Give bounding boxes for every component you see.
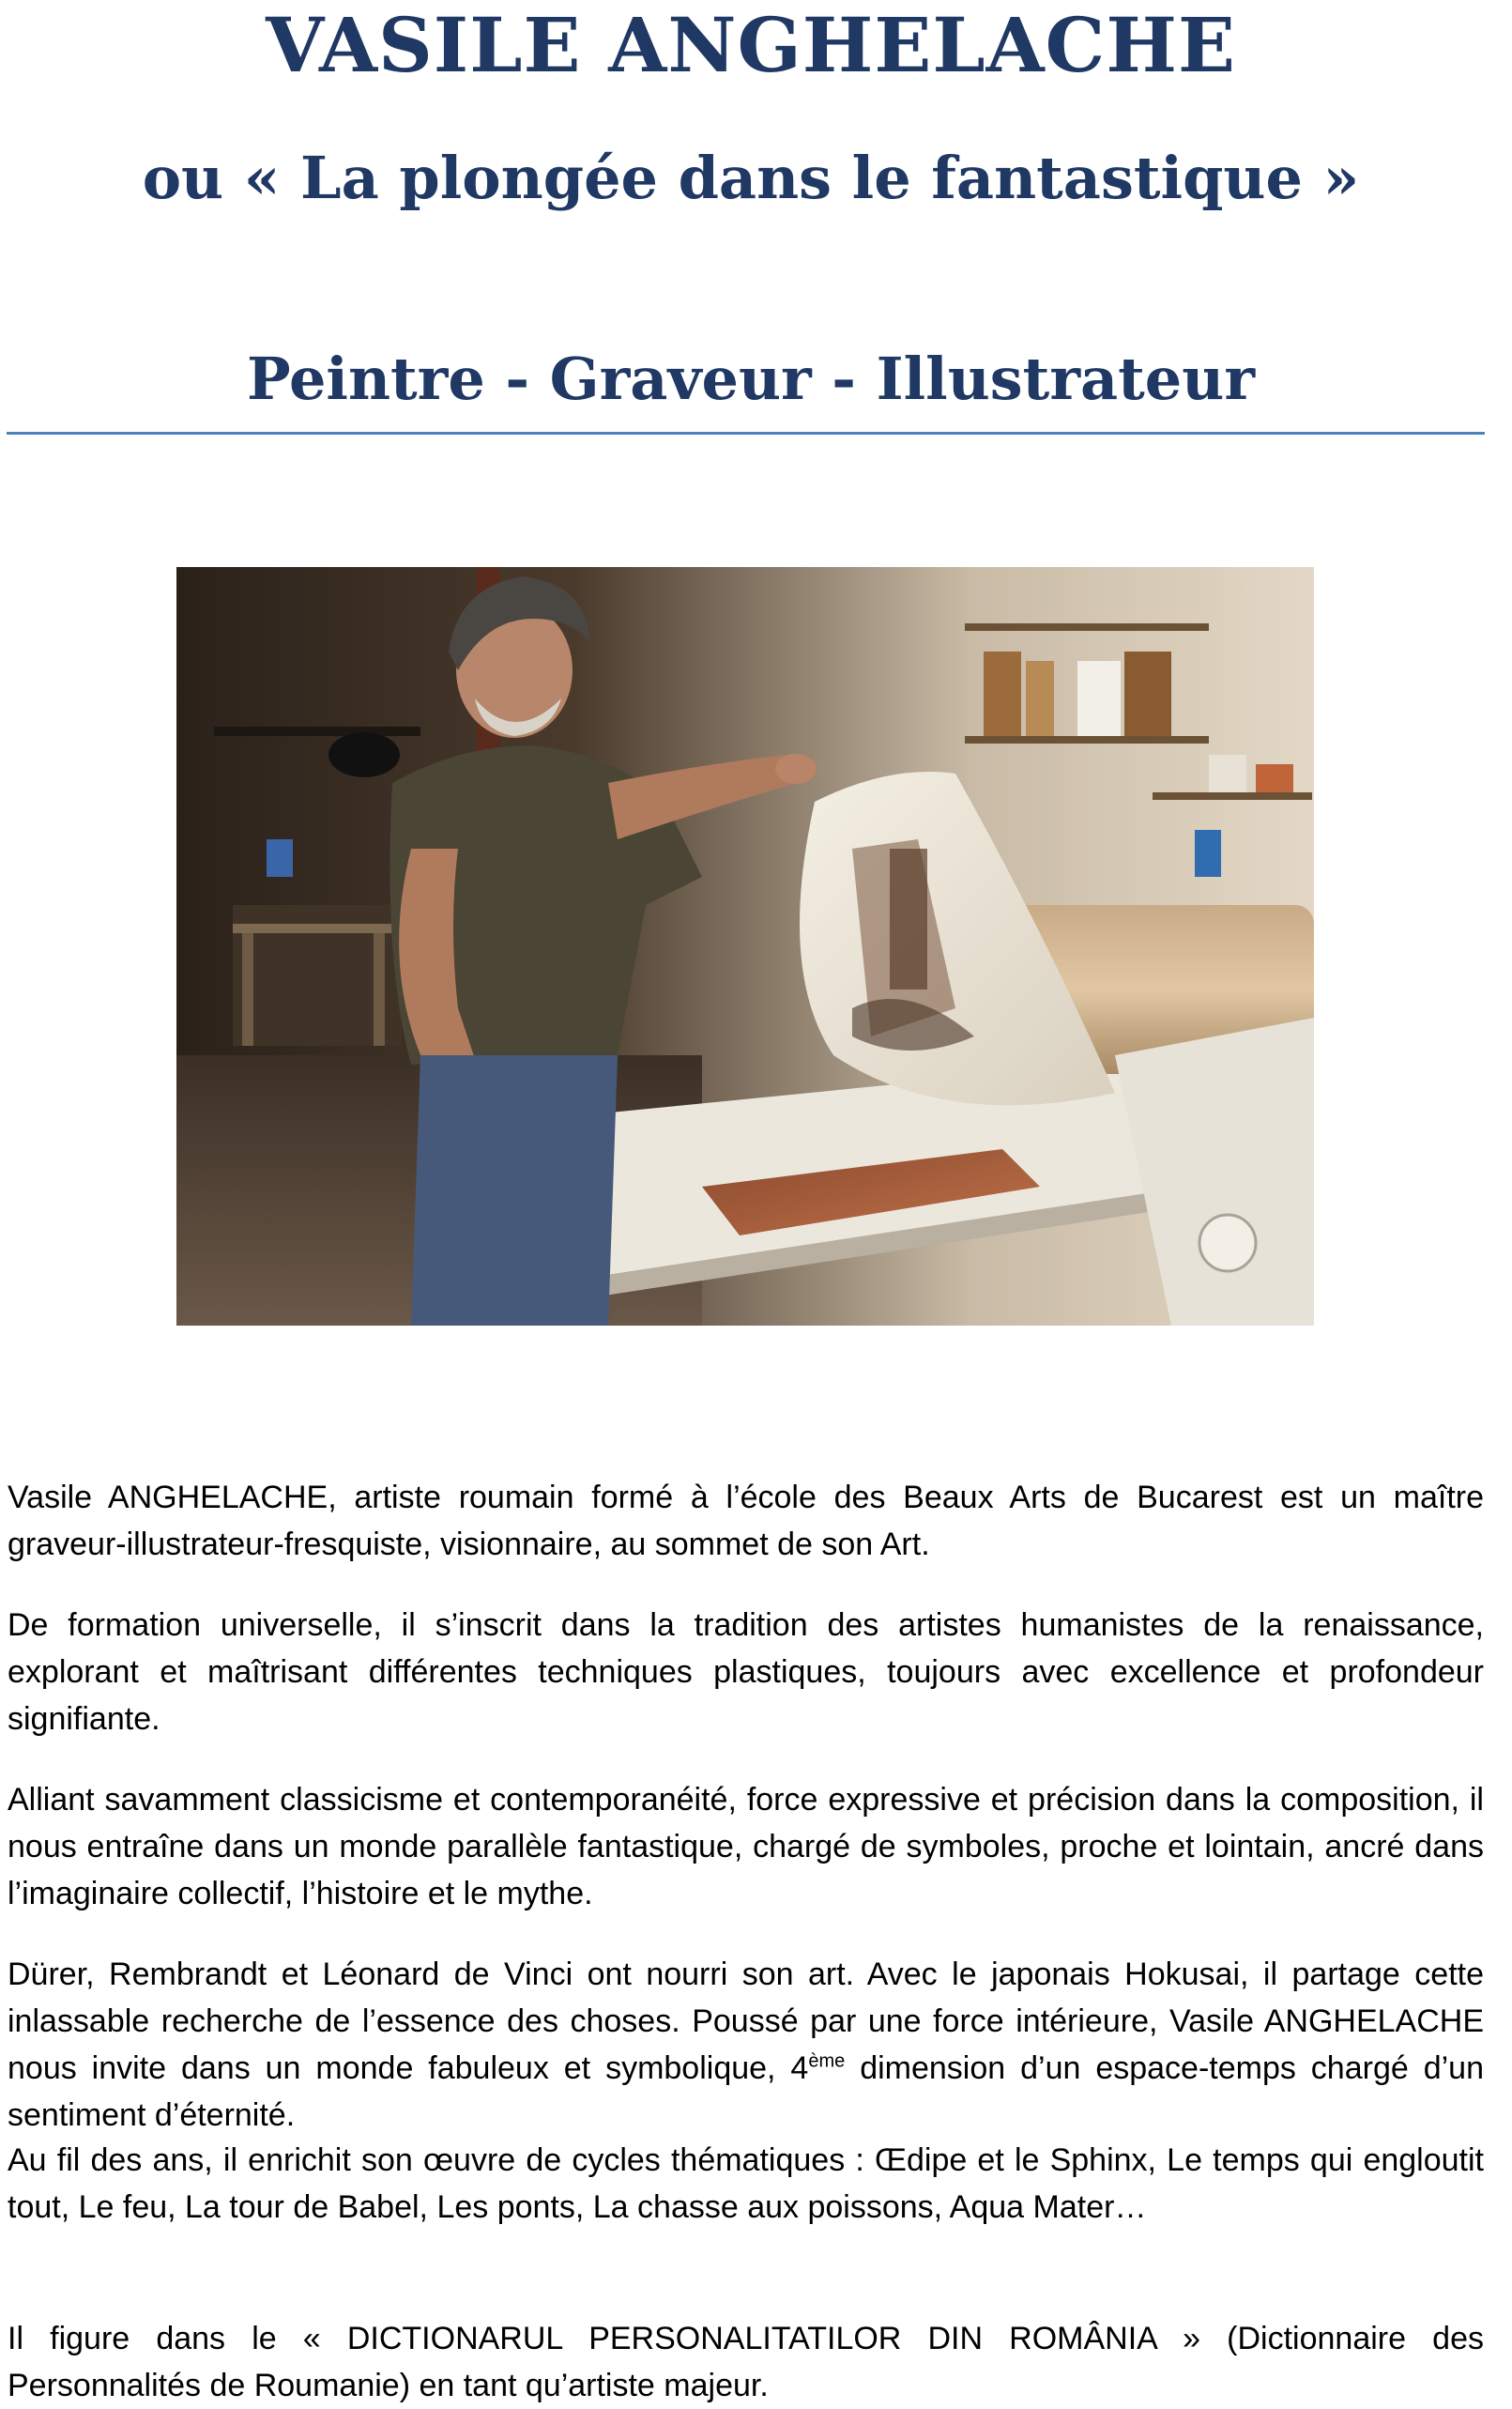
- ordinal-superscript: ème: [808, 2050, 846, 2072]
- artist-roles-heading: Peintre - Graveur - Illustrateur: [247, 345, 1255, 413]
- page-title: VASILE ANGHELACHE: [266, 1, 1236, 89]
- paragraph-intro: Vasile ANGHELACHE, artiste roumain formé à l’école des Beaux Arts de Bucarest est un maître graveur-illustrateur-fresquiste, visionnaire, au sommet de son Art.: [8, 1480, 1484, 1562]
- artist-printing-photo: [176, 567, 1314, 1326]
- paragraph-formation: De formation universelle, il s’inscrit dans la tradition des artistes humanistes de la renaissance, explorant et maîtrisant différentes techniques plastiques, toujours avec excellence et profondeur signifiante.: [8, 1607, 1484, 1737]
- paragraph-influences: [8, 1951, 1484, 2139]
- paragraph-influences-text: Dürer, Rembrandt et Léonard de Vinci ont nourri son art. Avec le japonais Hokusai, il partage cette inlassable recherche de l’essence des choses. Poussé par une force intérieure, Vasile ANGHELACHE nous invite dans un monde fabuleux et symbolique, 4: [8, 1956, 1484, 2086]
- paragraph-style: Alliant savamment classicisme et contemporanéité, force expressive et précision dans la composition, il nous entraîne dans un monde parallèle fantastique, chargé de symboles, proche et lointain, ancré dans l’imaginaire collectif, l’histoire et le mythe.: [8, 1782, 1484, 1911]
- paragraph-cycles: Au fil des ans, il enrichit son œuvre de cycles thématiques : Œdipe et le Sphinx, Le temps qui engloutit tout, Le feu, La tour de Babel, Les ponts, La chasse aux poissons, Aqua Mater…: [8, 2142, 1484, 2225]
- paragraph-influences-end: dimension d’un espace-temps chargé d’un sentiment d’éternité.: [8, 2050, 1484, 2133]
- page-subtitle: ou « La plongée dans le fantastique »: [142, 144, 1360, 212]
- heading-divider: [7, 432, 1485, 435]
- paragraph-dictionary: Il figure dans le « DICTIONARUL PERSONALITATILOR DIN ROMÂNIA » (Dictionnaire des Personnalités de Roumanie) en tant qu’artiste majeur.: [8, 2321, 1484, 2403]
